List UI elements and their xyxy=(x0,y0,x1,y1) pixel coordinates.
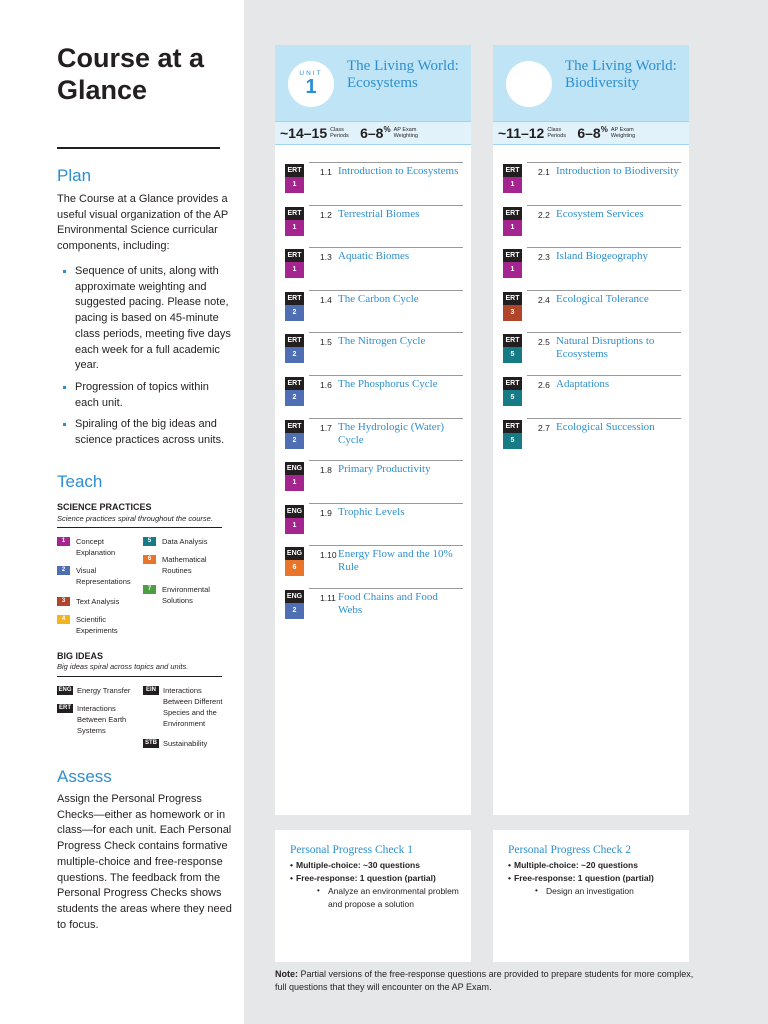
progress-check-fr: • Free-response: 1 question (partial) xyxy=(290,872,471,885)
topic-divider xyxy=(309,588,463,589)
practice-tag: 1 xyxy=(285,518,304,534)
exam-weighting-label: AP Exam Weighting xyxy=(610,127,636,139)
practice-tag: 1 xyxy=(503,262,522,278)
topic-number: 1.4 xyxy=(320,294,332,305)
practice-chip: 6 xyxy=(143,555,156,564)
big-idea-tag: ERT xyxy=(503,334,522,347)
practice-legend-item: 2 Visual Representations xyxy=(57,565,138,587)
bigidea-legend-item: EIN Interactions Between Different Species and the Environment xyxy=(143,685,225,729)
topic-number: 1.11 xyxy=(320,592,336,603)
topic-name: Terrestrial Biomes xyxy=(338,207,420,220)
topic-divider xyxy=(527,375,681,376)
progress-check-mc: • Multiple-choice: ~20 questions xyxy=(508,859,689,872)
unit-label: UNIT xyxy=(299,70,323,77)
plan-bullet: Progression of topics within each unit. xyxy=(61,380,231,411)
topic-row xyxy=(503,290,681,333)
big-idea-tag: ERT xyxy=(503,207,522,220)
topic-row xyxy=(285,418,463,461)
plan-heading: Plan xyxy=(57,166,92,185)
topic-row xyxy=(285,332,463,375)
topic-row xyxy=(285,545,463,588)
practice-chip: 3 xyxy=(57,597,70,606)
topic-number: 2.4 xyxy=(538,294,550,305)
topic-divider xyxy=(527,418,681,419)
left-column xyxy=(0,0,244,1024)
practice-tag: 2 xyxy=(285,433,304,449)
unit-title: The Living World: Biodiversity xyxy=(565,58,677,91)
topic-name: The Phosphorus Cycle xyxy=(338,377,438,390)
topic-name: Island Biogeography xyxy=(556,250,648,263)
topic-list xyxy=(285,162,463,631)
footnote: Note: Partial versions of the free-response questions are provided to prepare students for more complex, full questions that they will encounter on the AP Exam. xyxy=(275,969,694,992)
practice-chip: 5 xyxy=(143,537,156,546)
topic-name: Ecological Tolerance xyxy=(556,292,649,305)
practice-legend-item: 5 Data Analysis xyxy=(143,536,224,547)
topic-name: Energy Flow and the 10% Rule xyxy=(338,548,453,574)
topic-divider xyxy=(527,290,681,291)
practice-tag: 3 xyxy=(503,305,522,321)
topic-name: Introduction to Biodiversity xyxy=(556,165,679,177)
topic-row xyxy=(503,332,681,375)
exam-weighting-label: AP Exam Weighting xyxy=(393,127,418,139)
topic-number: 1.6 xyxy=(320,379,332,390)
topic-number: 2.3 xyxy=(538,252,550,263)
practice-legend-item: 4 Scientific Experiments xyxy=(57,614,138,636)
big-idea-tag: ERT xyxy=(503,292,522,305)
practice-tag: 1 xyxy=(285,177,304,193)
big-idea-tag: ERT xyxy=(285,207,304,220)
unit-title: The Living World: Ecosystems xyxy=(347,58,459,91)
topic-row xyxy=(503,247,681,290)
topic-number: 1.7 xyxy=(320,422,332,433)
big-ideas-note: Big ideas spiral across topics and units. xyxy=(57,662,189,671)
practice-chip: 2 xyxy=(57,566,70,575)
bigidea-legend-item: STB Sustainability xyxy=(145,739,208,748)
bigidea-legend-item: ERT Interactions Between Earth Systems xyxy=(59,704,127,735)
topic-name: Food Chains and Food Webs xyxy=(338,590,438,616)
practice-chip: 1 xyxy=(57,537,70,546)
practice-chip: 7 xyxy=(143,585,156,594)
topic-row xyxy=(285,290,463,333)
topic-number: 1.2 xyxy=(320,209,332,220)
topic-number: 1.1 xyxy=(320,167,332,177)
topic-row xyxy=(285,503,463,546)
topic-row xyxy=(503,205,681,248)
class-periods-value: ~11–12 xyxy=(498,125,545,141)
practice-legend-item: 1 Concept Explanation xyxy=(57,536,138,558)
topic-name: Trophic Levels xyxy=(338,505,405,518)
plan-intro: The Course at a Glance provides a useful visual organization of the AP Environmental Science curricular components, including: xyxy=(57,193,229,253)
exam-weighting-value: 6–8% xyxy=(577,125,608,141)
topic-divider xyxy=(309,290,463,291)
topic-number: 1.10 xyxy=(320,550,337,561)
practice-tag: 6 xyxy=(285,560,304,576)
topic-name: The Carbon Cycle xyxy=(338,292,419,305)
big-idea-tag: ERT xyxy=(285,164,304,177)
practice-tag: 1 xyxy=(285,220,304,236)
practice-tag: 1 xyxy=(285,475,304,491)
progress-check-mc: • Multiple-choice: ~30 questions xyxy=(290,859,471,872)
plan-bullet: Sequence of units, along with approximate weighting and suggested pacing. Please note, pacing is based on 45-minute class periods, meeting five days each week for a full academic year. xyxy=(61,264,231,374)
plan-bullet: Spiraling of the big ideas and science practices across units. xyxy=(61,417,231,448)
progress-check-title: Personal Progress Check 2 xyxy=(508,844,631,856)
topic-name: The Hydrologic (Water) Cycle xyxy=(338,420,445,446)
topic-name: Adaptations xyxy=(556,377,610,390)
big-idea-tag: ERT xyxy=(503,164,522,177)
big-idea-tag: ENG xyxy=(285,547,304,560)
practice-tag: 5 xyxy=(503,347,522,363)
topic-divider xyxy=(309,162,463,163)
topic-divider xyxy=(309,247,463,248)
units-panel xyxy=(244,0,768,1024)
bigideas-divider xyxy=(57,676,222,677)
plan-bullets xyxy=(61,264,231,455)
big-idea-tag: ERT xyxy=(285,334,304,347)
unit-header xyxy=(493,45,689,121)
big-idea-tag: ERT xyxy=(285,420,304,433)
page-title: Course at a Glance xyxy=(57,43,205,105)
topic-divider xyxy=(309,503,463,504)
topic-number: 1.3 xyxy=(320,252,332,263)
progress-check-title: Personal Progress Check 1 xyxy=(290,844,413,856)
topic-divider xyxy=(309,332,463,333)
topic-name: Natural Disruptions to Ecosystems xyxy=(556,335,655,361)
progress-check-card xyxy=(275,830,471,962)
unit-badge xyxy=(506,61,552,107)
assess-heading: Assess xyxy=(57,767,112,786)
big-idea-tag: ERT xyxy=(503,420,522,433)
topic-name: Ecological Succession xyxy=(556,420,655,433)
progress-check-fr: • Free-response: 1 question (partial) xyxy=(508,872,689,885)
title-divider xyxy=(57,147,220,149)
assess-text: Assign the Personal Progress Checks—either as homework or in class—for each unit. Each Personal Progress Check contains formative multiple-choice and free-response questions. The feedback from the Personal Progress Checks shows students the areas where they need to focus. xyxy=(57,793,232,931)
topic-divider xyxy=(309,418,463,419)
unit-card xyxy=(275,45,471,815)
progress-check-task: • Analyze an environmental problem and propose a solution xyxy=(290,885,470,910)
topic-row xyxy=(503,162,681,205)
class-periods-label: Class Periods xyxy=(330,127,349,139)
topic-row xyxy=(503,418,681,461)
topic-name: Ecosystem Services xyxy=(556,207,644,220)
unit-card xyxy=(493,45,689,815)
topic-divider xyxy=(527,205,681,206)
practice-tag: 5 xyxy=(503,390,522,406)
practice-tag: 2 xyxy=(285,347,304,363)
topic-number: 1.8 xyxy=(320,465,332,476)
teach-heading: Teach xyxy=(57,472,103,491)
topic-divider xyxy=(309,545,463,546)
big-ideas-title: BIG IDEAS xyxy=(57,651,104,661)
practice-legend-item: 6 Mathematical Routines xyxy=(143,554,224,576)
topic-divider xyxy=(527,332,681,333)
topic-divider xyxy=(309,205,463,206)
science-practices-note: Science practices spiral throughout the course. xyxy=(57,514,213,523)
practice-tag: 1 xyxy=(503,177,522,193)
practice-chip: 4 xyxy=(57,615,70,624)
topic-row xyxy=(285,162,463,205)
topic-row xyxy=(285,588,463,631)
topic-row xyxy=(285,460,463,503)
topic-number: 2.6 xyxy=(538,379,550,390)
class-periods-value: ~14–15 xyxy=(280,125,328,141)
progress-check-card xyxy=(493,830,689,962)
unit-stats xyxy=(493,121,689,145)
big-idea-tag: ERT xyxy=(285,249,304,262)
science-practices-title: SCIENCE PRACTICES xyxy=(57,502,152,512)
big-idea-tag: ENG xyxy=(285,462,304,475)
big-idea-tag: ERT xyxy=(285,292,304,305)
big-idea-tag: ERT xyxy=(285,377,304,390)
practice-tag: 2 xyxy=(285,603,304,619)
topic-row xyxy=(285,375,463,418)
topic-name: The Nitrogen Cycle xyxy=(338,335,426,348)
practice-tag: 2 xyxy=(285,305,304,321)
practices-divider xyxy=(57,527,222,528)
topic-number: 2.2 xyxy=(538,209,550,220)
practice-tag: 1 xyxy=(503,220,522,236)
unit-number: 1 xyxy=(305,76,317,98)
topic-divider xyxy=(527,162,681,163)
practice-tag: 2 xyxy=(285,390,304,406)
topic-name: Introduction to Ecosystems xyxy=(338,165,459,177)
topic-number: 2.5 xyxy=(538,337,550,348)
exam-weighting-value: 6–8% xyxy=(360,125,391,141)
big-idea-tag: ERT xyxy=(503,249,522,262)
topic-number: 2.1 xyxy=(538,167,550,177)
unit-badge xyxy=(288,61,334,107)
topic-name: Primary Productivity xyxy=(338,463,431,476)
topic-divider xyxy=(309,460,463,461)
class-periods-label: Class Periods xyxy=(547,127,566,139)
big-idea-tag: ENG xyxy=(285,505,304,518)
topic-row xyxy=(285,205,463,248)
practice-legend-item: 7 Environmental Solutions xyxy=(143,584,224,606)
topic-number: 1.5 xyxy=(320,337,332,348)
topic-number: 1.9 xyxy=(320,507,332,518)
unit-stats xyxy=(275,121,471,145)
big-idea-tag: ENG xyxy=(285,590,304,603)
topic-row xyxy=(285,247,463,290)
topic-number: 2.7 xyxy=(538,422,550,433)
topic-name: Aquatic Biomes xyxy=(338,250,410,263)
topic-divider xyxy=(309,375,463,376)
practice-legend-item: 3 Text Analysis xyxy=(57,596,138,607)
bigidea-legend-item: ENG Energy Transfer xyxy=(58,686,131,695)
practice-tag: 5 xyxy=(503,433,522,449)
practice-tag: 1 xyxy=(285,262,304,278)
topic-divider xyxy=(527,247,681,248)
big-idea-tag: ERT xyxy=(503,377,522,390)
progress-check-task: • Design an investigation xyxy=(508,885,688,898)
unit-header xyxy=(275,45,471,121)
topic-list xyxy=(503,162,681,460)
topic-row xyxy=(503,375,681,418)
